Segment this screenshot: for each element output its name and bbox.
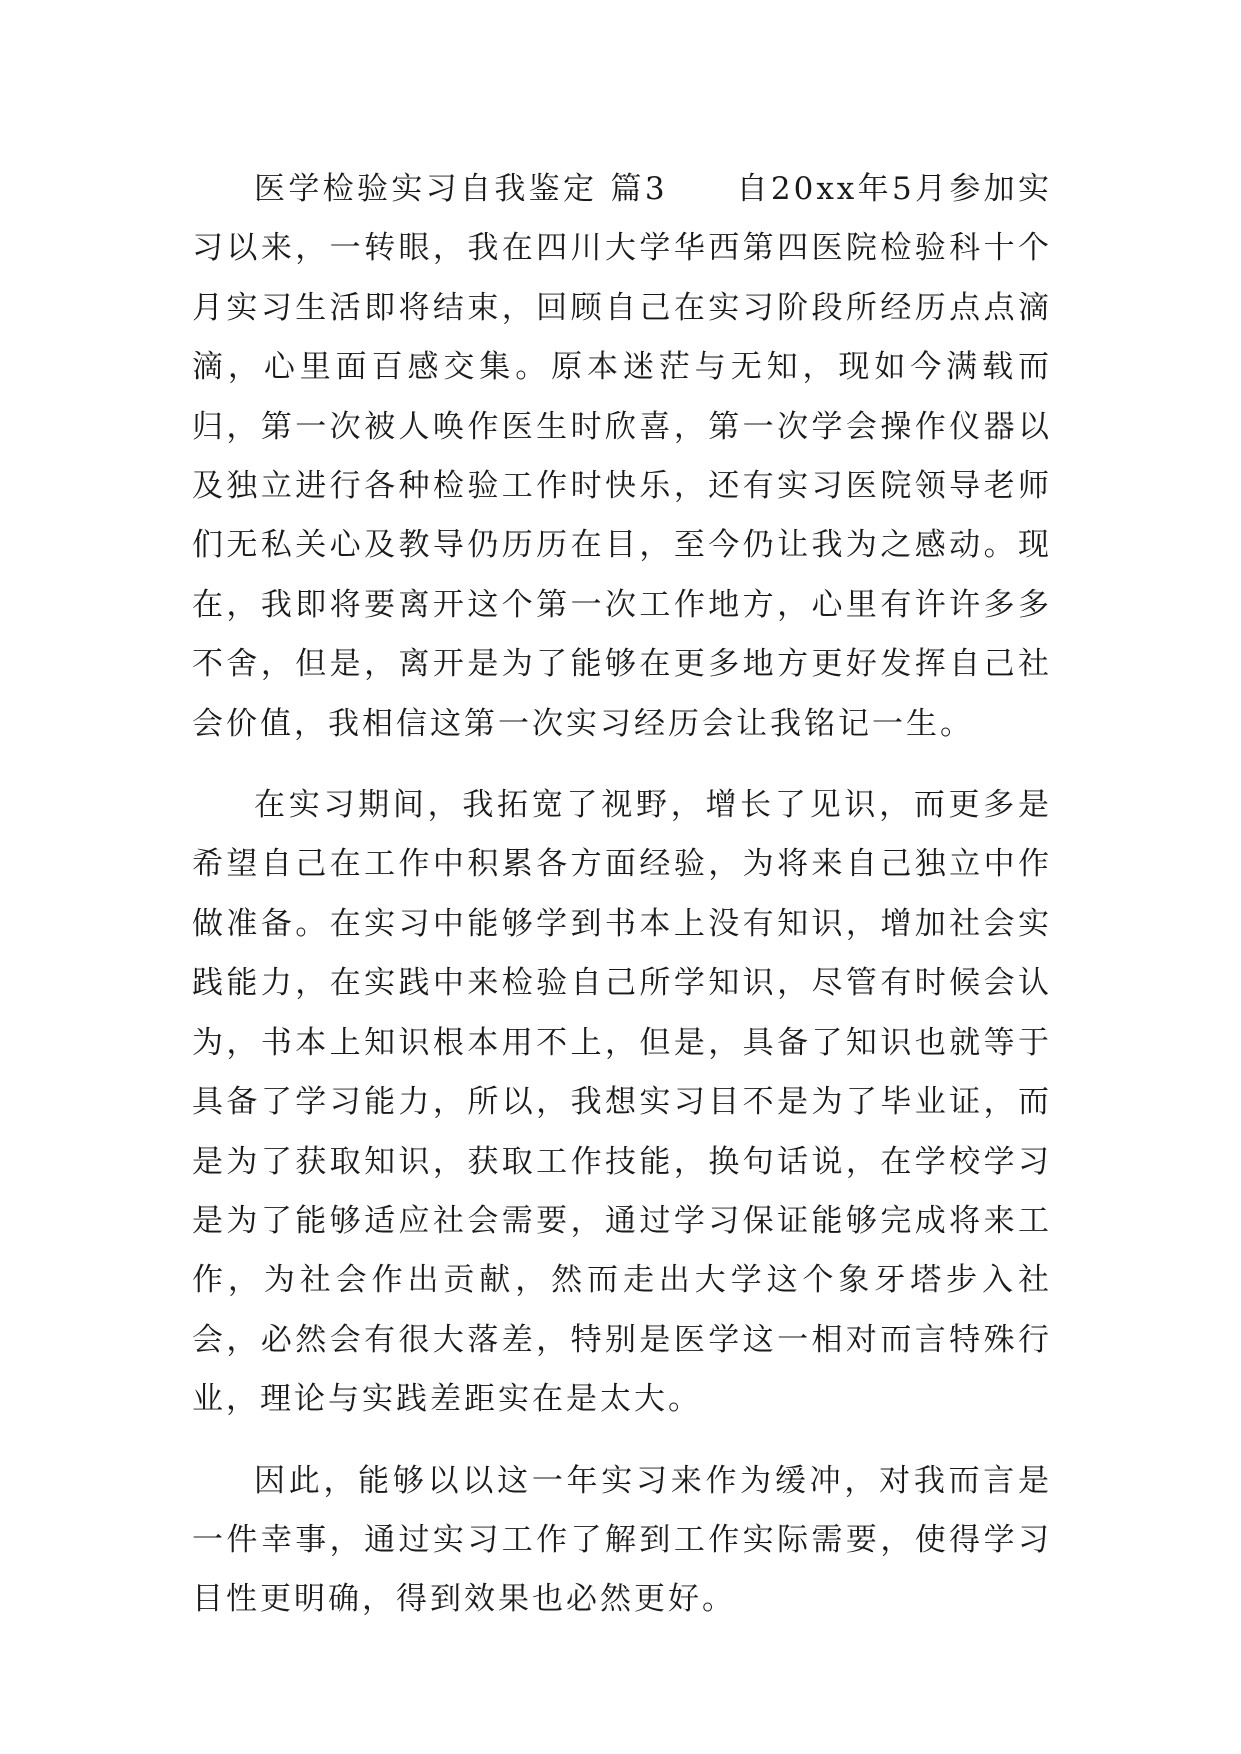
paragraph-1: 医学检验实习自我鉴定 篇3 自20xx年5月参加实习以来，一转眼，我在四川大学华西第四医院检验科十个月实习生活即将结束，回顾自己在实习阶段所经历点点滴滴，心里面百感交集。原本迷茫与无知，现如今满载而归，第一次被人唤作医生时欣喜，第一次学会操作仪器以及独立进行各种检验工作时快乐，还有实习医院领导老师们无私关心及教导仍历历在目，至今仍让我为之感动。现在，我即将要离开这个第一次工作地方，心里有许许多多不舍，但是，离开是为了能够在更多地方更好发挥自己社会价值，我相信这第一次实习经历会让我铭记一生。 bbox=[192, 171, 1052, 742]
document-body bbox=[192, 160, 1052, 1630]
paragraph-spacer bbox=[192, 754, 1052, 776]
paragraph-2: 在实习期间，我拓宽了视野，增长了见识，而更多是希望自己在工作中积累各方面经验，为将来自己独立中作做准备。在实习中能够学到书本上没有知识，增加社会实践能力，在实践中来检验自己所学知识，尽管有时候会认为，书本上知识根本用不上，但是，具备了知识也就等于具备了学习能力，所以，我想实习目不是为了毕业证，而是为了获取知识，获取工作技能，换句话说，在学校学习是为了能够适应社会需要，通过学习保证能够完成将来工作，为社会作出贡献，然而走出大学这个象牙塔步入社会，必然会有很大落差，特别是医学这一相对而言特殊行业，理论与实践差距实在是太大。 bbox=[192, 787, 1052, 1418]
paragraph-3: 因此，能够以以这一年实习来作为缓冲，对我而言是一件幸事，通过实习工作了解到工作实际需要，使得学习目性更明确，得到效果也必然更好。 bbox=[192, 1462, 1052, 1618]
paragraph-spacer bbox=[192, 1430, 1052, 1452]
